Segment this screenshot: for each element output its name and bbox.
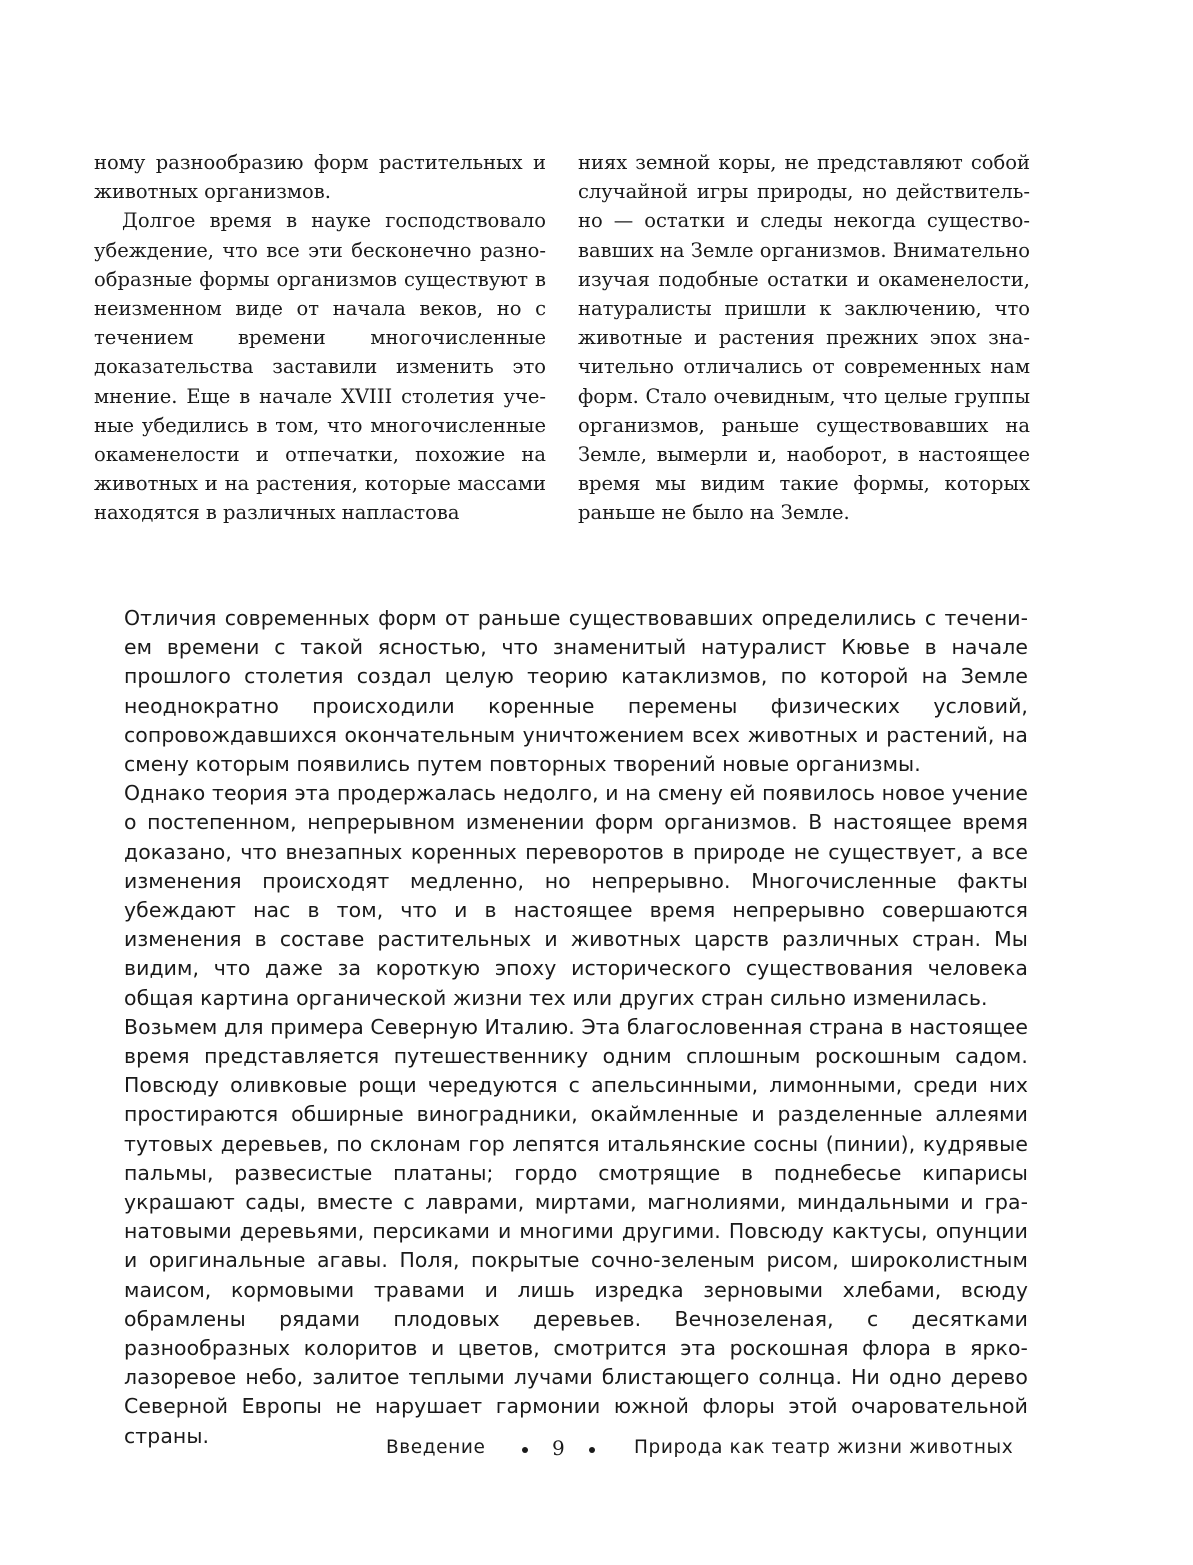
footer-section-title: Введение: [386, 1437, 486, 1458]
page-footer: [0, 1432, 1193, 1464]
lower-text-block: [124, 604, 1028, 1451]
left-column-paragraph-1: ному разнообразию форм растительных и животных организмов.: [94, 151, 546, 204]
left-column: [94, 148, 546, 528]
bullet-separator-icon: [589, 1447, 595, 1453]
page-number: 9: [552, 1436, 565, 1460]
right-column: [578, 148, 1030, 528]
lower-paragraph-1: Отличия современных форм от раньше существовавших определились с течением времени с такой ясностью, что знаменитый натуралист Кювье в начале прошлого столетия создал целую теорию катаклизмов, по которой на Земле неоднократно происходили коренные перемены физических условий, сопровождавшихся окончательным уничтожением всех животных и растений, на смену которым появились путем повторных творений новые организмы.: [124, 606, 1028, 777]
footer-book-title: Природа как театр жизни животных: [634, 1437, 1014, 1458]
bullet-separator-icon: [522, 1447, 528, 1453]
right-column-paragraph-1: ниях земной коры, не представляют собой случайной игры природы, но действительно — остатки и следы некогда существовавших на Земле организмов. Внимательно изучая подобные остатки и окаменелости, натуралисты пришли к заключению, что животные и растения прежних эпох значительно отличались от современных нам форм. Стало очевидным, что целые группы организмов, раньше существовавших на Земле, вымерли и, наоборот, в настоящее время мы видим такие формы, которых раньше не было на Земле.: [578, 151, 1030, 525]
left-column-paragraph-2: Долгое время в науке господствовало убеждение, что все эти бесконечно разнообразные формы организмов существуют в неизменном виде от начала веков, но с течением времени многочисленные доказательства заставили изменить это мнение. Еще в начале XVIII столетия ученые убедились в том, что многочисленные окаменелости и отпечатки, похожие на животных и на растения, которые массами находятся в различных напластова: [94, 209, 546, 525]
lower-paragraph-3: Возьмем для примера Северную Италию. Эта благословенная страна в настоящее время представляется путешественнику одним сплошным роскошным садом. Повсюду оливковые рощи чередуются с апельсинными, лимонными, среди них простираются обширные виноградники, окаймленные и разделенные аллеями тутовых деревьев, по склонам гор лепятся итальянские сосны (пинии), кудрявые пальмы, развесистые платаны; гордо смотрящие в поднебесье кипарисы украшают сады, вместе с лаврами, миртами, магнолиями, миндальными и гранатовыми деревьями, персиками и многими другими. Повсюду кактусы, опунции и оригинальные агавы. Поля, покрытые сочно-зеленым рисом, широколистным маисом, кормовыми травами и лишь изредка зерновыми хлебами, всюду обрамлены рядами плодовых деревьев. Вечнозеленая, с десятками разнообразных колоритов и цветов, смотрится эта роскошная флора в ярко-лазоревое небо, залитое теплыми лучами блистающего солнца. Ни одно дерево Северной Европы не нарушает гармонии южной флоры этой очаровательной страны.: [124, 1014, 1028, 1448]
lower-paragraph-2: Однако теория эта продержалась недолго, и на смену ей появилось новое учение о постепенном, непрерывном изменении форм организмов. В настоящее время доказано, что внезапных коренных переворотов в природе не существует, а все изменения происходят медленно, но непрерывно. Многочисленные факты убеждают нас в том, что и в настоящее время непрерывно совершаются изменения в составе растительных и животных царств различных стран. Мы видим, что даже за короткую эпоху исторического существования человека общая картина органической жизни тех или других стран сильно изменилась.: [124, 781, 1028, 1010]
